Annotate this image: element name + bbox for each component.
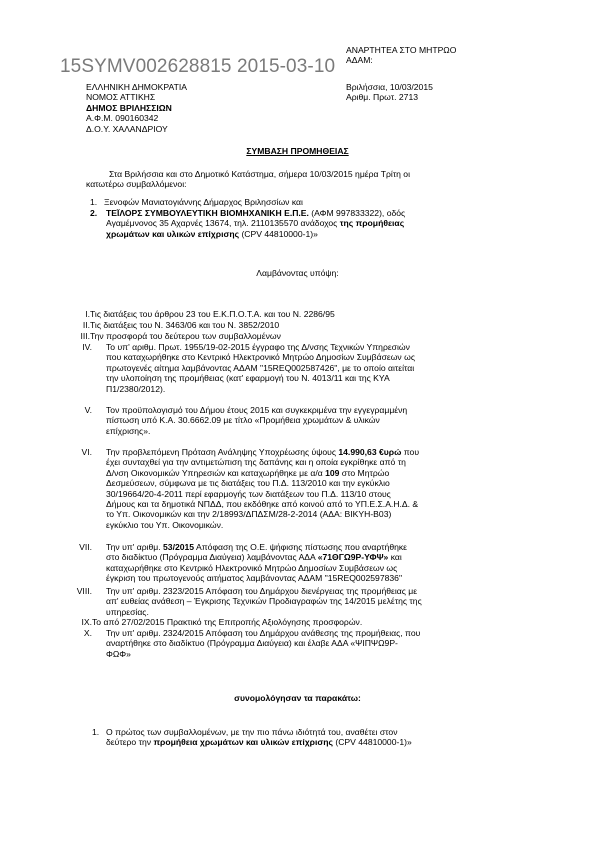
party-2-supply-object: χρωμάτων και υλικών επίχρισης <box>106 228 240 239</box>
recital-number: IX. <box>81 617 92 627</box>
document-date: Βριλήσσια, 10/03/2015 <box>346 82 433 92</box>
party-1-number: 1. <box>90 197 98 207</box>
clause-cpv: (CPV 44810000-1)» <box>332 737 412 748</box>
recital-text: Τις διατάξεις του Ν. 3463/06 και του Ν. 3852/2010 <box>90 320 280 330</box>
document-title-wrap <box>0 146 595 156</box>
recital-line: Π1/2380/2012). <box>106 383 166 394</box>
recital-number: X. <box>83 628 92 638</box>
recital-number: VI. <box>81 447 92 457</box>
party-2-address: Αγαμέμνονος 35 Αχαρνές 13674, τηλ. 2110135570 ανάδοχος <box>106 218 340 229</box>
recital-line: έγκριση του πρωτογενούς αιτήματος λαμβάνοντας ΑΔΑΜ "15REQ002597836" <box>106 573 402 584</box>
party-2-supply-label: της προμήθειας <box>339 218 405 229</box>
decision-number: 53/2015 <box>163 542 195 552</box>
recital-line: έχει συνταχθεί για την αντιμετώπιση της δαπάνης και η οποία εγκρίθηκε από τη <box>106 457 406 468</box>
recital-line: Τον προϋπολογισμό του Δήμου έτους 2015 και συγκεκριμένα την εγγεγραμμένη <box>106 405 408 415</box>
document-title: ΣΥΜΒΑΣΗ ΠΡΟΜΗΘΕΙΑΣ <box>246 146 349 156</box>
recital-text: Το από 27/02/2015 Πρακτικό της Επιτροπής Αξιολόγησης προσφορών. <box>92 617 363 627</box>
recital-line: Την προβλεπόμενη Πρόταση Ανάληψης Υποχρέωσης ύψους <box>106 447 339 457</box>
recital-line: που καταχωρήθηκε στο Κεντρικό Ηλεκτρονικό Μητρώο Δημοσίων Συμβάσεων ως <box>106 352 415 363</box>
recital-number: V. <box>84 405 92 415</box>
recital-line: Δ/νση Οικονομικών Υπηρεσιών και καταχωρήθηκε με α/α <box>106 467 326 478</box>
recital-number: IV. <box>82 342 92 352</box>
posting-notice-line2: ΑΔΑΜ: <box>346 55 373 66</box>
date-block <box>346 82 433 103</box>
recital-line: στο διαδίκτυο (Πρόγραμμα Διαύγεια) λαμβάνοντας ΑΔΑ <box>106 552 318 563</box>
party-2 <box>90 208 504 239</box>
sender-block <box>86 82 187 134</box>
sender-tax-id: Α.Φ.Μ. 090160342 <box>86 113 159 124</box>
recital-line: Την υπ' αριθμ. 2323/2015 Απόφαση του Δημάρχου διενέργειας της προμήθειας με <box>106 586 418 596</box>
clause-1 <box>92 727 504 748</box>
commitment-amount: 14.990,63 €υρώ <box>338 447 402 457</box>
party-2-tax-id: (ΑΦΜ 997833322), οδός <box>308 208 406 218</box>
recital-line: ΦΩΦ» <box>106 648 131 659</box>
party-1 <box>90 197 303 207</box>
recital-number: I. <box>85 309 90 319</box>
intro-line2: κατωτέρω συμβαλλόμενοι: <box>86 179 187 190</box>
document-id-watermark: 15SYMV002628815 2015-03-10 <box>60 56 336 77</box>
recital-line-end: Απόφαση της Ο.Ε. ψήφισης πίστωσης που αναρτήθηκε <box>194 542 408 552</box>
recital-line-end: που <box>401 447 420 457</box>
recital-line: την υλοποίηση της προμήθειας (κατ' εφαρμογή του Ν. 4013/11 και της ΚΥΑ <box>106 373 390 384</box>
recital-line: απ' ευθείας ανάθεση – Έγκρισης Τεχνικών Προδιαγραφών της 14/2015 μελέτης της <box>106 596 422 607</box>
recital-line: πίστωση υπό Κ.Α. 30.6662.09 με τίτλο «Προμήθεια χρωμάτων & υλικών <box>106 415 380 426</box>
protocol-number: Αριθμ. Πρωτ. 2713 <box>346 92 419 103</box>
considering-heading: Λαμβάνοντας υπόψη: <box>256 268 339 278</box>
recital-line: επίχρισης». <box>106 425 151 436</box>
recital-line: υπηρεσίας. <box>106 606 149 617</box>
recital-line: πρωτογενές αίτημα λαμβάνοντας ΑΔΑΜ "15REQ002587426", με το οποίο αιτείται <box>106 362 415 373</box>
clause-line: Ο πρώτος των συμβαλλομένων, με την πιο πάνω ιδιότητά του, αναθέτει στον <box>106 727 398 737</box>
recital-line: 30/19664/20-4-2011 περί εφαρμογής των διατάξεων του Π.Δ. 113/10 στους <box>106 488 391 499</box>
recital-line: Δεσμεύσεων, σύμφωνα με τις διατάξεις του Π.Δ. 113/2010 και την εγκύκλιο <box>106 478 390 489</box>
recital-line: εγκύκλιο του Υπ. Οικονομικών. <box>106 519 224 530</box>
intro-line1: Στα Βριλήσσια και στο Δημοτικό Κατάστημα, σήμερα 10/03/2015 ημέρα Τρίτη οι <box>109 169 410 179</box>
recital-line: Δήμους και τα δημοτικά ΝΠΔΔ, που εκδόθηκε από κοινού από το ΥΠ.Ε.Σ.Α.Η.Δ. & <box>106 499 419 510</box>
recital-line-end: στο Μητρώο <box>339 467 390 478</box>
party-2-company-name: ΤΕΪΛΟΡΣ ΣΥΜΒΟΥΛΕΥΤΙΚΗ ΒΙΟΜΗΧΑΝΙΚΗ Ε.Π.Ε. <box>106 208 309 218</box>
recital-text: Τις διατάξεις του άρθρου 23 του Ε.Κ.Π.Ο.Τ.Α. και του Ν. 2286/95 <box>90 309 335 319</box>
recital-line: Την υπ' αριθμ. 2324/2015 Απόφαση του Δημάρχου ανάθεσης της προμήθειας, που <box>106 628 421 638</box>
posting-notice <box>346 45 456 66</box>
recital-number: VIII. <box>76 586 92 596</box>
sender-municipality: ΔΗΜΟΣ ΒΡΙΛΗΣΣΙΩΝ <box>86 102 172 113</box>
recital-number: III. <box>80 331 90 341</box>
recital-line: Το υπ' αριθμ. Πρωτ. 1955/19-02-2015 έγγραφο της Δ/νσης Τεχνικών Υπηρεσιών <box>106 342 410 352</box>
recital-number: II. <box>82 320 90 330</box>
party-2-number: 2. <box>90 208 98 218</box>
posting-notice-line1: ΑΝΑΡΤΗΤΕΑ ΣΤΟ ΜΗΤΡΩΟ <box>346 45 457 55</box>
recital-text: Την προσφορά του δεύτερου των συμβαλλομένων <box>90 331 281 341</box>
registry-number: 109 <box>325 467 340 478</box>
ada-code: «71ΘΓΩ9Ρ-ΥΦΨ» <box>317 552 389 563</box>
clause-number: 1. <box>92 727 100 737</box>
recital-line: το Υπ. Οικονομικών και την 2/18993/ΔΠΔΣΜ/28-2-2014 (ΑΔΑ: ΒΙΚΥΗ-Β03) <box>106 509 392 520</box>
recital-line: καταχωρήθηκε στο Κεντρικό Ηλεκτρονικό Μητρώο Δημοσίων Συμβάσεων ως <box>106 562 398 573</box>
intro-paragraph <box>86 169 504 190</box>
agreed-heading: συνομολόγησαν τα παρακάτω: <box>234 693 361 703</box>
recital-number: VII. <box>79 542 92 552</box>
sender-country: ΕΛΛΗΝΙΚΗ ΔΗΜΟΚΡΑΤΙΑ <box>86 82 187 92</box>
recital-line: αναρτήθηκε στο διαδίκτυο (Πρόγραμμα Διαύγεια) και έλαβε ΑΔΑ «ΨΙΠΨΩ9Ρ- <box>106 638 398 649</box>
sender-tax-office: Δ.Ο.Υ. ΧΑΛΑΝΔΡΙΟΥ <box>86 123 168 134</box>
sender-prefecture: ΝΟΜΟΣ ΑΤΤΙΚΗΣ <box>86 92 156 103</box>
recital-line-end: και <box>388 552 402 563</box>
party-1-text: Ξενοφών Μανιατογιάννης Δήμαρχος Βριλησσίων και <box>104 197 303 207</box>
clause-supply-object: προμήθεια χρωμάτων και υλικών επίχρισης <box>153 737 333 748</box>
party-2-cpv: (CPV 44810000-1)» <box>239 228 318 239</box>
agreed-heading-wrap <box>0 693 595 703</box>
recital-line: Την υπ' αριθμ. <box>106 542 164 552</box>
clause-line: δεύτερο την <box>106 737 154 748</box>
